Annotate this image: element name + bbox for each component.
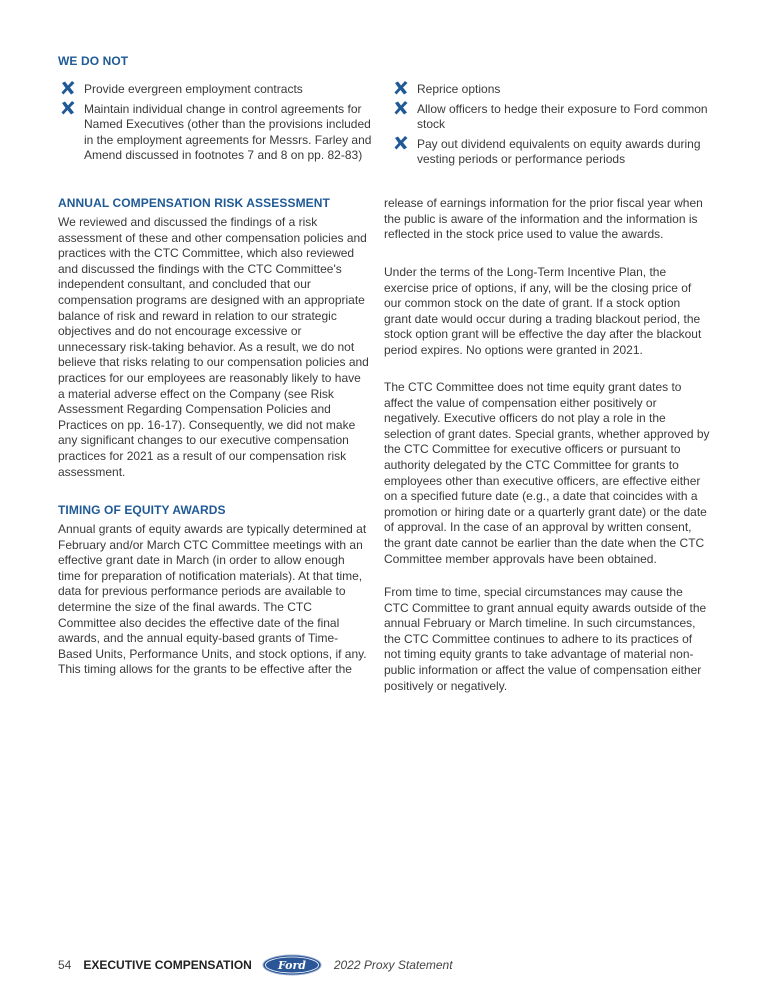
page-footer xyxy=(58,955,453,975)
x-mark-icon xyxy=(393,80,409,96)
list-item-text: Provide evergreen employment contracts xyxy=(84,82,303,96)
page-number: 54 xyxy=(58,958,72,972)
list-item xyxy=(391,102,711,133)
risk-assessment-body: We reviewed and discussed the findings of a risk assessment of these and other compensation policies and practices with the CTC Committee, which also reviewed and discussed the findings with the CTC Committee's independent consultant, and concluded that our compensation programs are designed with an appropriate balance of risk and reward in relation to our strategic objectives and do not encourage excessive or unnecessary risk-taking behavior. As a result, we do not believe that risks relating to our compensation policies and practices for our employees are reasonably likely to have a material adverse effect on the Company (see Risk Assessment Regarding Compensation Policies and Practices on pp. 16-17). Consequently, we did not make any significant changes to our executive compensation practices for 2021 as a result of our compensation risk assessment. xyxy=(58,215,369,479)
document-title: 2022 Proxy Statement xyxy=(333,958,453,972)
timing-heading: TIMING OF EQUITY AWARDS xyxy=(58,503,226,517)
x-mark-icon xyxy=(60,100,76,116)
list-item xyxy=(391,137,711,168)
x-mark-icon xyxy=(393,135,409,151)
x-mark-icon xyxy=(60,80,76,96)
list-item-text: Pay out dividend equivalents on equity awards during vesting periods or performance periods xyxy=(417,136,701,167)
list-item xyxy=(58,82,378,98)
list-item-text: Allow officers to hedge their exposure to Ford common stock xyxy=(417,101,708,132)
risk-assessment-heading: ANNUAL COMPENSATION RISK ASSESSMENT xyxy=(58,196,330,210)
footer-section-title: EXECUTIVE COMPENSATION xyxy=(83,958,252,972)
list-item-text: Reprice options xyxy=(417,82,501,96)
list-item xyxy=(58,102,378,164)
we-do-not-list-left xyxy=(58,82,378,168)
x-mark-icon xyxy=(393,100,409,116)
list-item-text: Maintain individual change in control agreements for Named Executives (other than the provisions included in the employment agreements for Messrs. Farley and Amend discussed in footnotes 7 and 8 on pp. 82-83) xyxy=(84,101,372,163)
timing-paragraph-2: Under the terms of the Long-Term Incentive Plan, the exercise price of options, if any, will be the closing price of our common stock on the date of grant. If a stock option grant date would occur during a trading blackout period, the stock option grant will be effective the day after the blackout period expires. No options were granted in 2021. xyxy=(384,265,702,357)
ford-logo-icon xyxy=(262,954,322,976)
we-do-not-heading: WE DO NOT xyxy=(58,54,129,68)
svg-text:Ford: Ford xyxy=(277,959,306,972)
timing-paragraph-1: Annual grants of equity awards are typically determined at February and/or March CTC Committee meetings with an effective grant date in March (in order to allow enough time for preparation of notification materials). At that time, data for previous performance periods are available to determine the size of the final awards. The CTC Committee also decides the effective date of the final awards, and the annual equity-based grants of Time-Based Units, Performance Units, and stock options, if any. This timing allows for the grants to be effective after the xyxy=(58,522,367,677)
timing-paragraph-4: From time to time, special circumstances may cause the CTC Committee to grant annual equity awards outside of the annual February or March timeline. In such circumstances, the CTC Committee continues to adhere to its practices of not timing equity grants to take advantage of material non-public information or affect the value of compensation either positively or negatively. xyxy=(384,585,707,693)
timing-paragraph-1-continued: release of earnings information for the prior fiscal year when the public is aware of the information and the information is reflected in the stock price used to value the awards. xyxy=(384,196,703,242)
we-do-not-list-right xyxy=(391,82,711,172)
list-item xyxy=(391,82,711,98)
timing-paragraph-3: The CTC Committee does not time equity grant dates to affect the value of compensation either positively or negatively. Executive officers do not play a role in the selection of grant dates. Special grants, whether approved by the CTC Committee for executive officers or pursuant to authority delegated by the CTC Committee for grants to employees other than executive officers, are effective either on a specified future date (e.g., a date that coincides with a promotion or hiring date or a quarterly grant date) or the date of approval. In the case of an approval by written consent, the grant date cannot be earlier than the date when the CTC Committee member approvals have been obtained. xyxy=(384,380,710,566)
